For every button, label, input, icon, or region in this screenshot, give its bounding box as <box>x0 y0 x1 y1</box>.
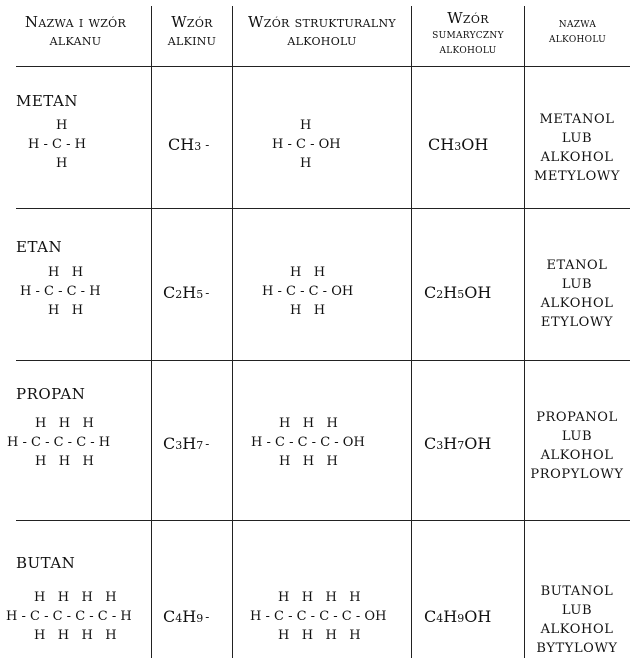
structure-chain: H - C - OH <box>272 137 341 152</box>
alkyl-formula <box>163 283 209 302</box>
formula-part: H <box>182 434 197 453</box>
alcohol-name-line: PROPYLOWY <box>530 467 624 482</box>
alcohol-name <box>525 582 629 658</box>
alcohol-name-line: ETYLOWY <box>540 315 614 330</box>
alcohol-name-line: LUB <box>561 603 593 618</box>
structure-bottom-h: H H H <box>35 454 94 469</box>
formula-part: C <box>163 434 176 453</box>
alcohol-formula <box>424 283 491 302</box>
alcohol-name-line: ALKOHOL <box>540 622 614 637</box>
formula-subscript: 3 <box>454 140 462 153</box>
alcohol-name-line: LUB <box>561 277 593 292</box>
header-alcohol-name <box>525 6 630 56</box>
formula-part: CH <box>428 135 455 154</box>
formula-part: C <box>424 607 437 626</box>
structure-chain: H - C - C - C - C - H <box>6 609 132 624</box>
structure-chain: H - C - C - C - H <box>7 435 111 450</box>
formula-part: H <box>182 283 197 302</box>
alkane-name: PROPAN <box>16 385 86 403</box>
formula-part: OH <box>461 135 489 154</box>
row-divider-3 <box>16 520 630 521</box>
header-alkyl <box>152 6 232 56</box>
structure-top-h: H H H H <box>34 590 117 605</box>
alcohol-formula <box>424 607 491 626</box>
structure-bottom-h: H <box>56 156 68 171</box>
alcohol-name <box>525 110 629 186</box>
formula-subscript: 3 <box>194 140 202 153</box>
formula-part: CH <box>168 135 195 154</box>
header-formula-line1: Wzór <box>447 9 489 27</box>
formula-subscript: 3 <box>436 439 444 452</box>
header-formula-line3: alkoholu <box>439 42 497 57</box>
formula-subscript: 5 <box>457 288 465 301</box>
formula-part: H <box>443 283 458 302</box>
header-alkane-line2: alkanu <box>49 31 102 49</box>
formula-part: C <box>424 434 437 453</box>
formula-part: H <box>443 434 458 453</box>
alcohol-name-line: METANOL <box>539 112 615 127</box>
alcohol-formula <box>428 135 488 154</box>
alkane-name: BUTAN <box>16 554 76 572</box>
alcohol-name-line: PROPANOL <box>536 410 618 425</box>
structure-bottom-h: H H H <box>279 454 338 469</box>
formula-subscript: 2 <box>175 288 183 301</box>
structure-top-h: H H <box>48 265 84 280</box>
structure-top-h: H <box>56 118 68 133</box>
structure-chain: H - C - C - OH <box>262 284 354 299</box>
alcohol-name-line: LUB <box>561 429 593 444</box>
alkyl-formula <box>163 607 209 626</box>
header-structural <box>233 6 411 56</box>
structure-top-h: H H H <box>279 416 338 431</box>
header-alcohol-name-line1: nazwa <box>558 16 597 31</box>
alcohol-name <box>525 408 629 484</box>
alcohol-name-line: BUTANOL <box>540 584 614 599</box>
structure-top-h: H H H H <box>278 590 361 605</box>
structure-chain: H - C - C - C - C - OH <box>250 609 387 624</box>
header-alcohol-name-line2: alkoholu <box>548 31 607 46</box>
header-divider <box>16 66 630 67</box>
formula-subscript: 7 <box>196 439 204 452</box>
row-divider-2 <box>16 360 630 361</box>
formula-subscript: 4 <box>436 612 444 625</box>
alcohol-formula <box>424 434 491 453</box>
formula-subscript: 5 <box>196 288 204 301</box>
formula-part: C <box>163 607 176 626</box>
column-divider-3 <box>411 6 412 658</box>
structure-top-h: H <box>300 118 312 133</box>
formula-part: OH <box>464 283 492 302</box>
formula-part: OH <box>464 607 492 626</box>
alcohol-name-line: ALKOHOL <box>540 448 614 463</box>
structure-chain: H - C - C - C - OH <box>251 435 365 450</box>
structure-top-h: H H H <box>35 416 94 431</box>
header-structural-line2: alkoholu <box>287 31 357 49</box>
structure-bottom-h: H H <box>290 303 326 318</box>
alkane-name: ETAN <box>16 238 63 256</box>
structure-chain: H - C - C - H <box>20 284 101 299</box>
formula-bond: - <box>205 137 210 152</box>
structure-bottom-h: H H <box>48 303 84 318</box>
formula-subscript: 2 <box>436 288 444 301</box>
formula-subscript: 7 <box>457 439 465 452</box>
header-formula-line2: sumaryczny <box>432 27 504 42</box>
alkane-name: METAN <box>16 92 78 110</box>
formula-part: H <box>443 607 458 626</box>
header-alkane <box>0 6 151 56</box>
formula-part: OH <box>464 434 492 453</box>
alcohol-name-line: LUB <box>561 131 593 146</box>
structure-chain: H - C - H <box>28 137 86 152</box>
column-divider-2 <box>232 6 233 658</box>
row-divider-1 <box>16 208 630 209</box>
alcohol-name-line: ALKOHOL <box>540 296 614 311</box>
formula-bond: - <box>205 609 210 624</box>
column-divider-1 <box>151 6 152 658</box>
formula-subscript: 4 <box>175 612 183 625</box>
header-alkyl-line2: alkinu <box>167 31 217 49</box>
formula-part: C <box>163 283 176 302</box>
formula-subscript: 3 <box>175 439 183 452</box>
alcohol-name <box>525 256 629 332</box>
header-formula <box>412 4 524 62</box>
alkyl-formula <box>168 135 209 154</box>
alcohol-name-line: BYTYLOWY <box>536 641 618 656</box>
structure-bottom-h: H <box>300 156 312 171</box>
alcohol-name-line: METYLOWY <box>533 169 621 184</box>
formula-bond: - <box>205 436 210 451</box>
formula-part: C <box>424 283 437 302</box>
header-alkyl-line1: Wzór <box>171 13 213 31</box>
alcohol-name-line: ALKOHOL <box>540 150 614 165</box>
formula-bond: - <box>205 285 210 300</box>
formula-subscript: 9 <box>457 612 465 625</box>
alcohol-name-line: ETANOL <box>546 258 608 273</box>
structure-bottom-h: H H H H <box>278 628 361 643</box>
structure-top-h: H H <box>290 265 326 280</box>
formula-subscript: 9 <box>196 612 204 625</box>
alkyl-formula <box>163 434 209 453</box>
header-alkane-line1: Nazwa i wzór <box>24 13 127 31</box>
formula-part: H <box>182 607 197 626</box>
column-divider-4 <box>524 6 525 658</box>
header-structural-line1: Wzór strukturalny <box>248 13 396 31</box>
structure-bottom-h: H H H H <box>34 628 117 643</box>
